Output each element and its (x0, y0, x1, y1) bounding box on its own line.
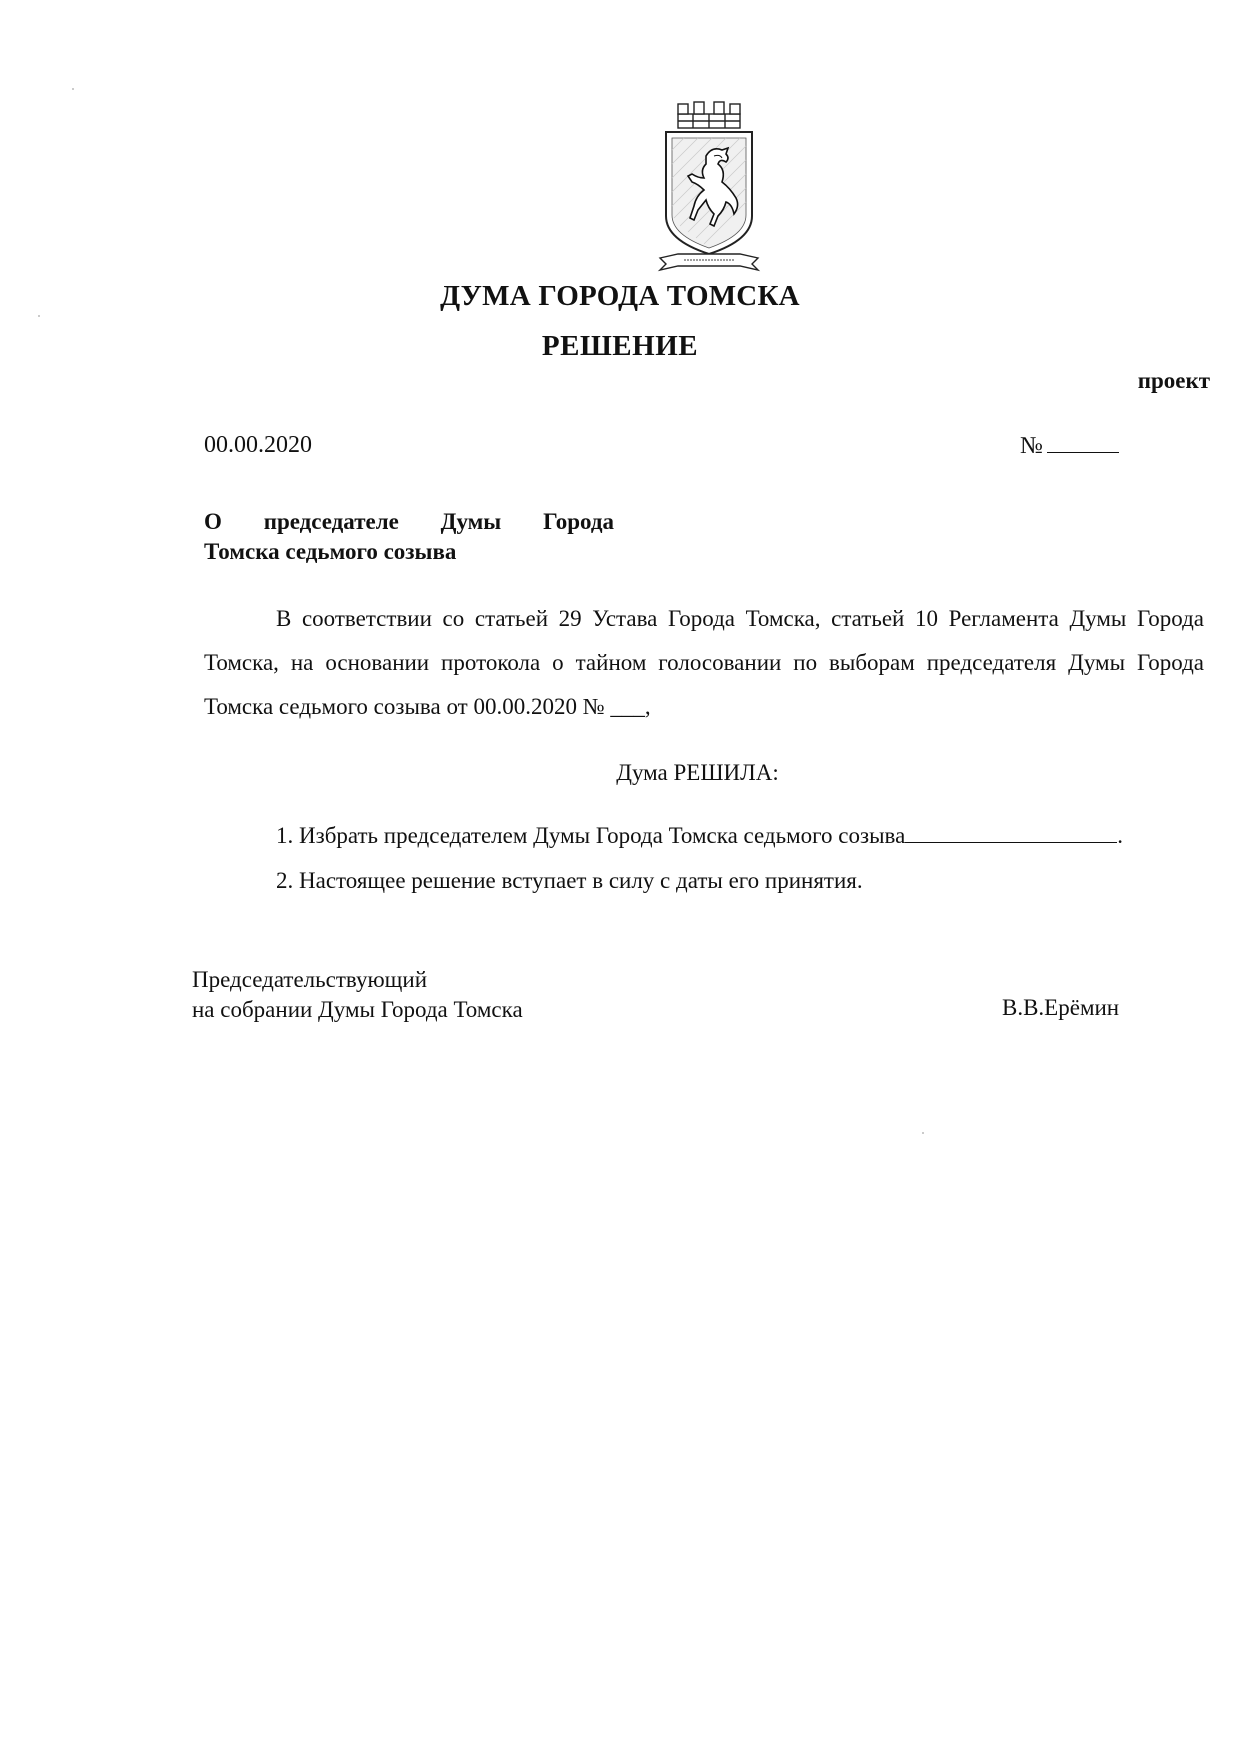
document-subject (204, 507, 614, 567)
name-blank-line (905, 822, 1117, 843)
resolution-item-tail: . (1117, 823, 1124, 848)
subject-line-1 (204, 507, 614, 537)
scan-speck (922, 1132, 924, 1134)
subject-word: Города (543, 509, 614, 534)
subject-line-2: Томска седьмого созыва (204, 539, 457, 564)
number-sign: № (1020, 433, 1043, 459)
subject-word: председателе (263, 509, 399, 534)
document-type: РЕШЕНИЕ (541, 330, 699, 362)
subject-word: О (204, 509, 222, 534)
subject-word: Думы (440, 509, 502, 534)
signatory-name: В.В.Ерёмин (1002, 995, 1120, 1020)
preamble-paragraph: В соответствии со статьей 29 Устава Города Томска, статьей 10 Регламента Думы Города Томска, на основании протокола о тайном голосовании по выборам председателя Думы Города Томска седьмого созыва от 00.00.2020 № ___, (204, 606, 1204, 719)
document-date: 00.00.2020 (204, 432, 312, 458)
resolution-item-2: 2. Настоящее решение вступает в силу с даты его принятия. (276, 868, 863, 893)
signatory-title-line-2: на собрании Думы Города Томска (192, 997, 523, 1022)
resolution-item-text: 1. Избрать председателем Думы Города Томска седьмого созыва (276, 823, 906, 848)
resolved-heading: Дума РЕШИЛА: (616, 760, 779, 785)
signatory-title (192, 965, 523, 1025)
scan-speck (38, 315, 40, 317)
coat-of-arms-emblem (648, 98, 770, 276)
document-number (1020, 432, 1119, 460)
scan-speck (72, 88, 74, 90)
coat-of-arms-icon (648, 98, 770, 276)
resolution-item-1 (276, 822, 1123, 849)
draft-mark: проект (1137, 368, 1210, 393)
signatory-title-line-1: Председательствующий (192, 967, 427, 992)
number-blank-line (1047, 432, 1119, 453)
organization-title: ДУМА ГОРОДА ТОМСКА (440, 280, 800, 312)
